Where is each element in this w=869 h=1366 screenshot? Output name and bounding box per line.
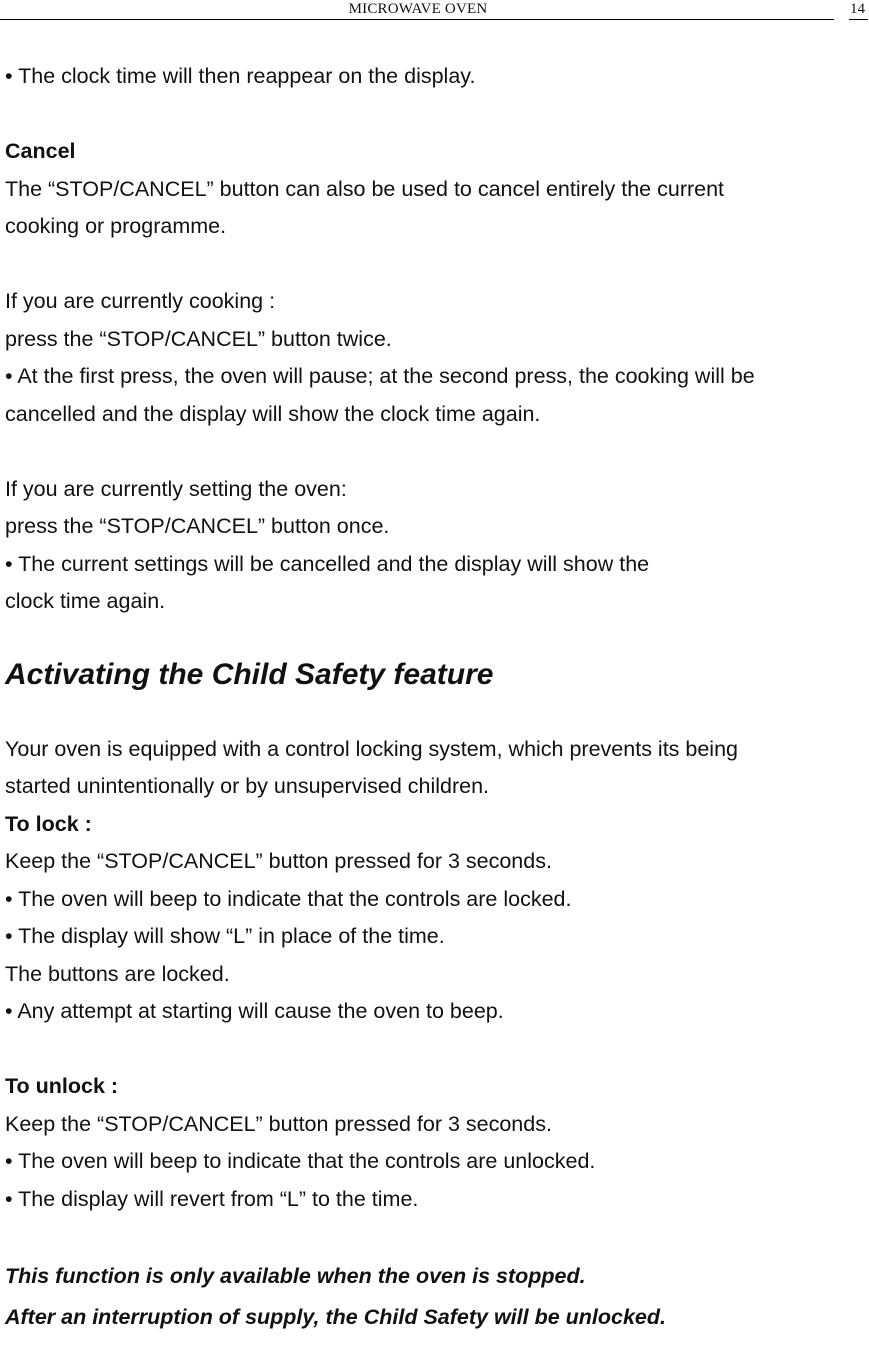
availability-note: This function is only available when the oven is stopped. — [5, 1263, 586, 1288]
unlock-heading: To unlock : — [5, 1074, 119, 1098]
paragraph-line: If you are currently setting the oven: — [5, 476, 347, 501]
spacer — [5, 433, 867, 471]
paragraph-line: • The oven will beep to indicate that the controls are locked. — [5, 886, 572, 911]
spacer — [5, 246, 867, 284]
paragraph-line: clock time again. — [5, 589, 166, 613]
paragraph-line: The buttons are locked. — [5, 961, 230, 986]
spacer — [5, 1031, 867, 1069]
paragraph-line: • The current settings will be cancelled and the display will show the — [5, 551, 650, 576]
paragraph-line: • At the first press, the oven will pause; at the second press, the cooking will be — [5, 364, 755, 388]
paragraph-line: • Any attempt at starting will cause the oven to beep. — [5, 999, 504, 1023]
spacer — [5, 96, 867, 134]
paragraph-line: started unintentionally or by unsupervised children. — [5, 774, 490, 798]
intro-line: • The clock time will then reappear on the display. — [5, 64, 476, 88]
page-number: 14 — [850, 1, 865, 17]
page-number-underline — [849, 19, 868, 20]
paragraph-line: If you are currently cooking : — [5, 289, 276, 313]
cancel-heading: Cancel — [5, 139, 76, 163]
paragraph-line: Keep the “STOP/CANCEL” button pressed for 3 seconds. — [5, 1111, 552, 1136]
paragraph-line: • The display will revert from “L” to the time. — [5, 1186, 419, 1211]
power-interruption-note: After an interruption of supply, the Child Safety will be unlocked. — [5, 1304, 666, 1329]
paragraph-line: The “STOP/CANCEL” button can also be used to cancel entirely the current — [5, 176, 725, 201]
document-title: MICROWAVE OVEN — [348, 1, 488, 17]
lock-heading: To lock : — [5, 811, 92, 836]
paragraph-line: press the “STOP/CANCEL” button twice. — [5, 326, 392, 351]
page-content — [5, 58, 867, 1338]
spacer — [5, 1218, 867, 1256]
paragraph-line: Your oven is equipped with a control locking system, which prevents its being — [5, 736, 738, 761]
paragraph-line: • The oven will beep to indicate that the controls are unlocked. — [5, 1149, 596, 1173]
paragraph-line: press the “STOP/CANCEL” button once. — [5, 514, 390, 538]
paragraph-line: cancelled and the display will show the clock time again. — [5, 401, 541, 426]
child-safety-heading: Activating the Child Safety feature — [5, 657, 494, 691]
page-header — [0, 0, 869, 24]
paragraph-line: Keep the “STOP/CANCEL” button pressed for 3 seconds. — [5, 849, 552, 873]
paragraph-line: • The display will show “L” in place of the time. — [5, 924, 445, 948]
header-divider — [0, 19, 834, 20]
paragraph-line: cooking or programme. — [5, 214, 227, 238]
